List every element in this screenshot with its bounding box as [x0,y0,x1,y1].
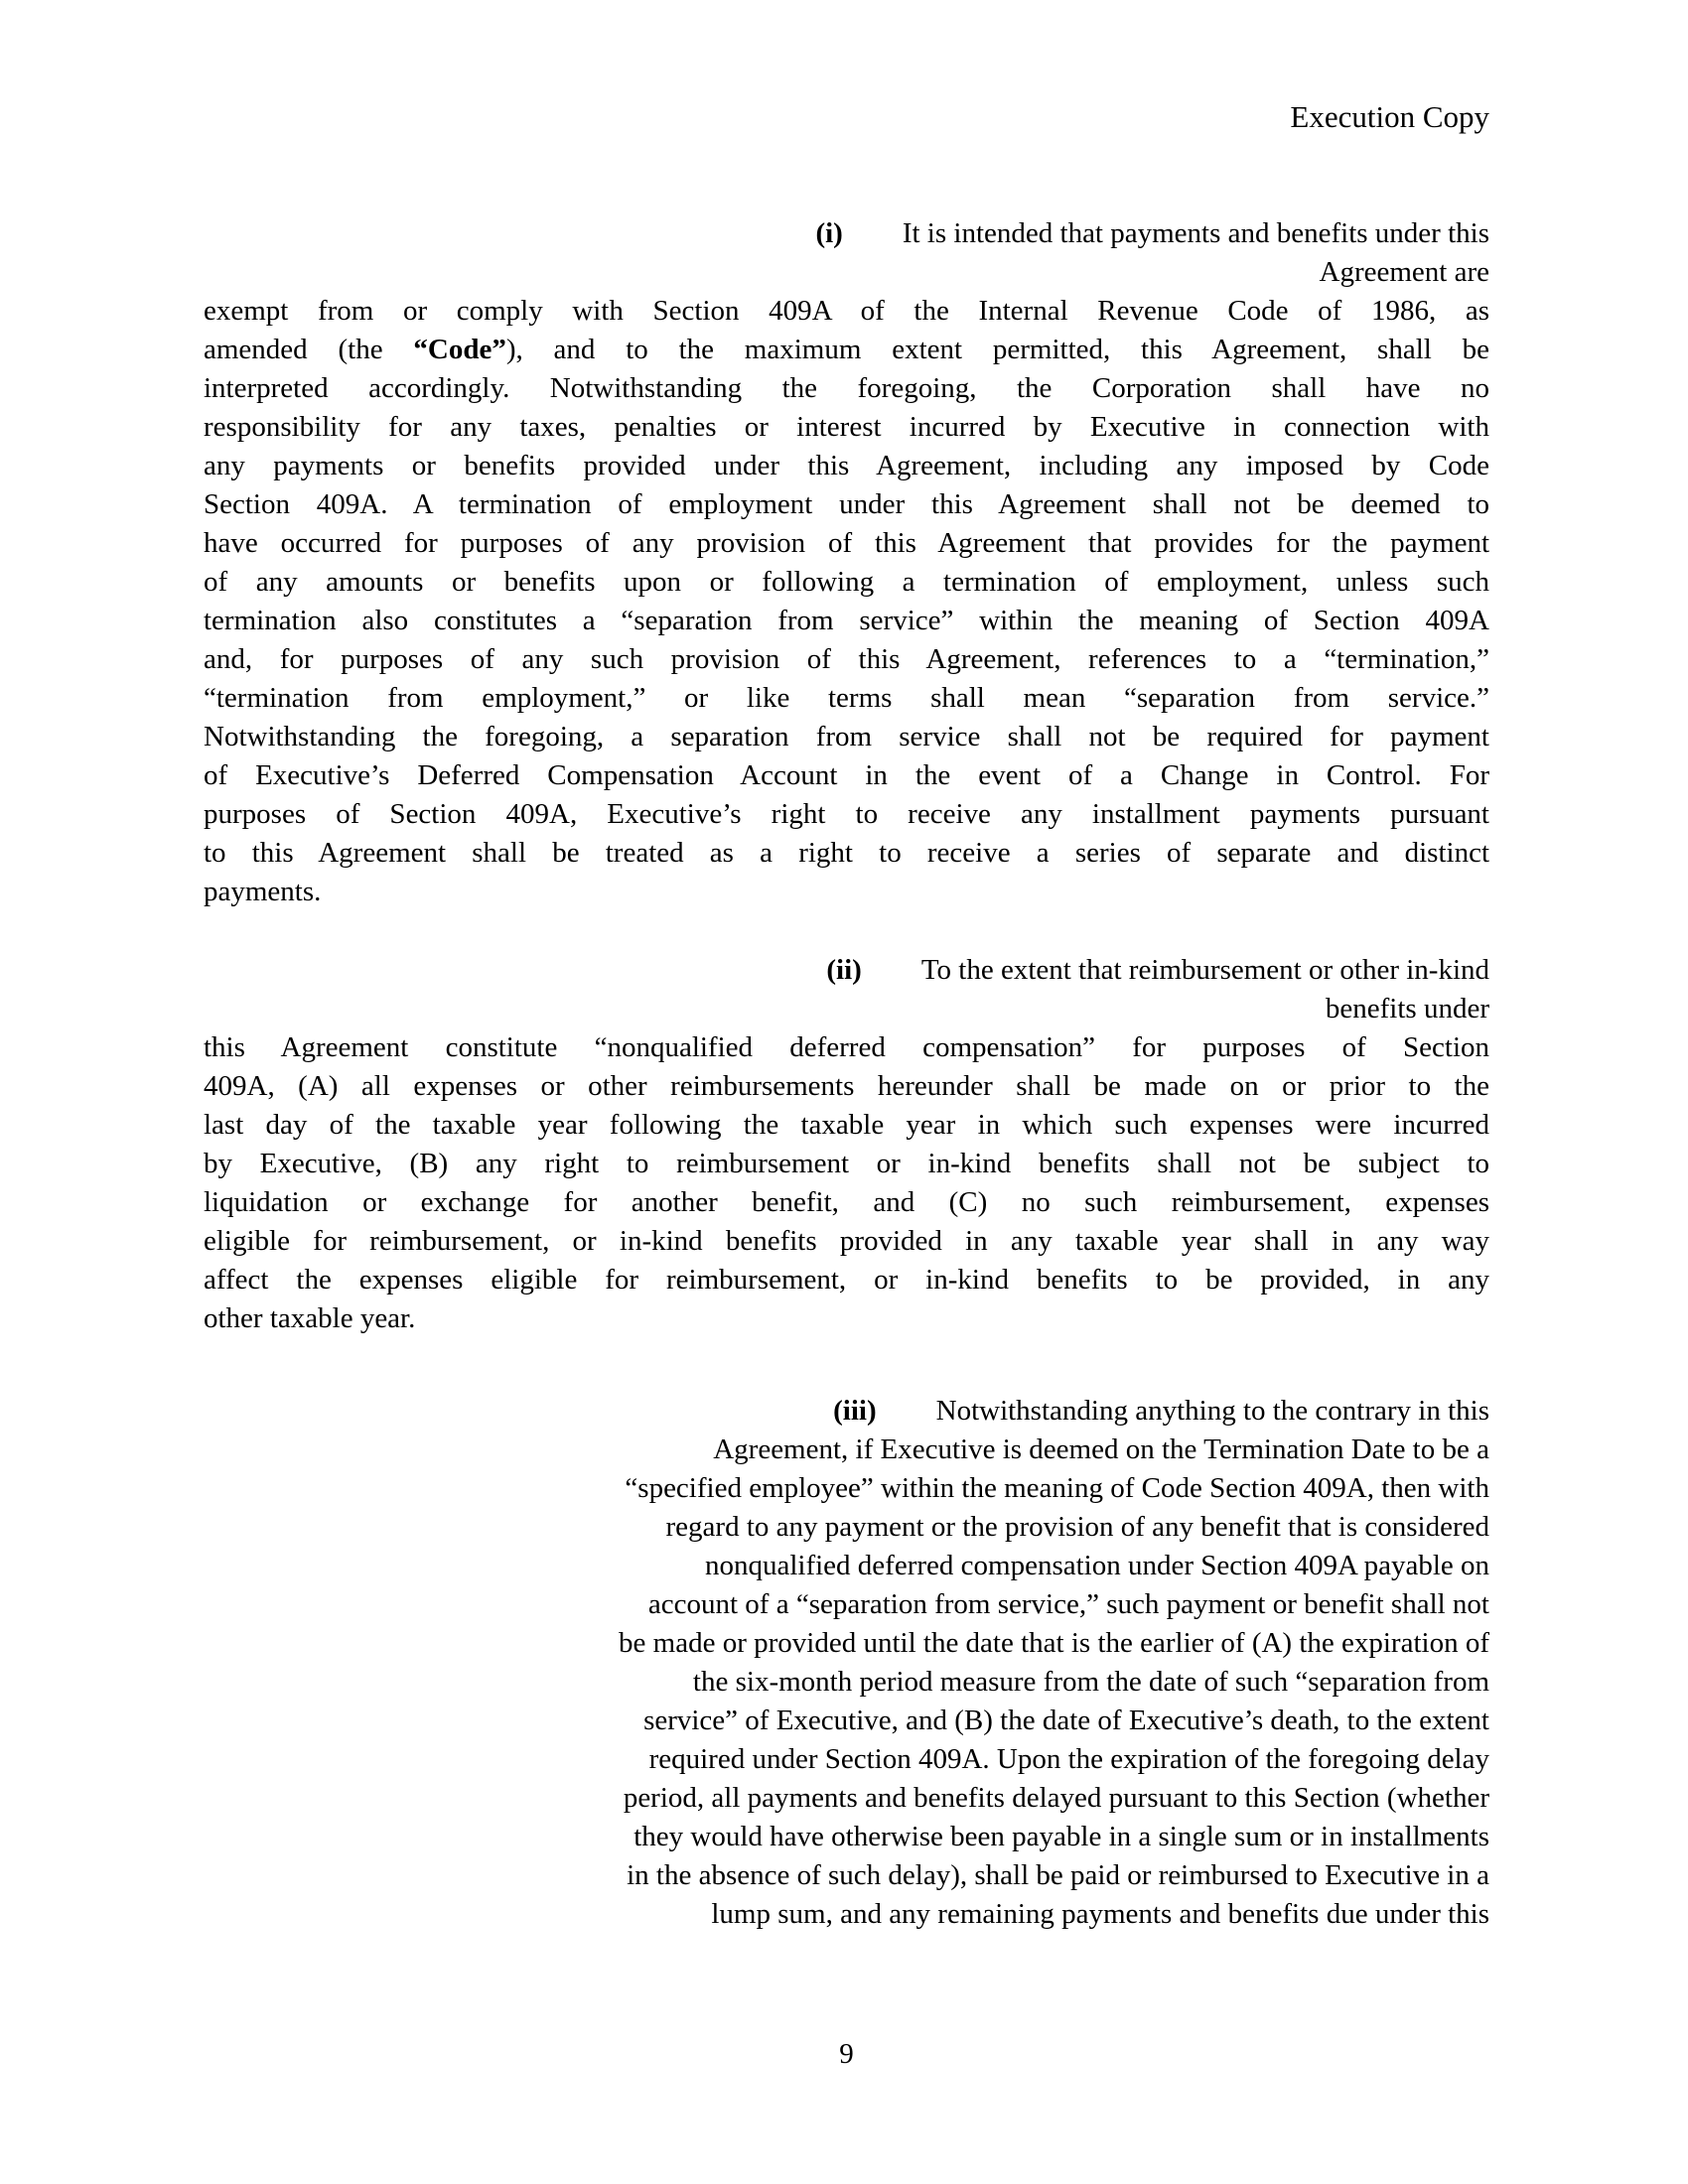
paragraph-first-line: (i) It is intended that payments and benefits under this [815,217,1489,249]
paragraph-i [204,214,1489,911]
paragraph-label: (iii) [833,1395,877,1427]
text-line: Section 409A. A termination of employment under this Agreement shall not be deemed to [204,488,1489,520]
text-line: termination also constitutes a “separation from service” within the meaning of Section 409A [204,605,1489,636]
document-body [204,214,1489,1934]
text-line: of Executive’s Deferred Compensation Account in the event of a Change in Control. For [204,759,1489,791]
text-line: and, for purposes of any such provision of this Agreement, references to a “termination,” [204,643,1489,675]
text-line: purposes of Section 409A, Executive’s right to receive any installment payments pursuant [204,798,1489,830]
text-line: account of a “separation from service,” such payment or benefit shall not [647,1588,1489,1620]
paragraph-ii [204,951,1489,1338]
text-line: liquidation or exchange for another benefit, and (C) no such reimbursement, expenses [204,1186,1489,1218]
header-execution-copy: Execution Copy [1290,99,1489,134]
paragraph-first-line: (ii) To the extent that reimbursement or other in-kind [826,954,1489,986]
text-line: the six-month period measure from the date of such “separation from [692,1666,1489,1698]
text-line: nonqualified deferred compensation under Section 409A payable on [704,1550,1489,1581]
text-line: 409A, (A) all expenses or other reimbursements hereunder shall be made on or prior to the [204,1070,1489,1102]
text-line: by Executive, (B) any right to reimbursement or in-kind benefits shall not be subject to [204,1148,1489,1179]
text-line: period, all payments and benefits delayed pursuant to this Section (whether [623,1782,1489,1814]
text-line: amended (the “Code”), and to the maximum extent permitted, this Agreement, shall be [204,334,1489,365]
text-line: regard to any payment or the provision of any benefit that is considered [665,1511,1489,1543]
text-line: this Agreement constitute “nonqualified deferred compensation” for purposes of Section [204,1031,1489,1063]
text-line: “termination from employment,” or like terms shall mean “separation from service.” [204,682,1489,714]
paragraph-carry-line: benefits under [1325,993,1489,1024]
text-line: in the absence of such delay), shall be paid or reimbursed to Executive in a [627,1859,1489,1891]
paragraph-label: (i) [815,217,843,249]
paragraph-last-line: other taxable year. [204,1302,416,1334]
paragraph-label: (ii) [826,954,862,986]
text-line: be made or provided until the date that is the earlier of (A) the expiration of [619,1627,1489,1659]
text-line: “specified employee” within the meaning of Code Section 409A, then with [625,1472,1489,1504]
text-line: exempt from or comply with Section 409A of the Internal Revenue Code of 1986, as [204,295,1489,327]
paragraph-iii [204,1392,1489,1934]
text-line: service” of Executive, and (B) the date of Executive’s death, to the extent [643,1705,1489,1736]
text-line: affect the expenses eligible for reimbursement, or in-kind benefits to be provided, in any [204,1264,1489,1296]
paragraph-last-line: payments. [204,876,322,907]
text-line: of any amounts or benefits upon or following a termination of employment, unless such [204,566,1489,598]
page-number: 9 [839,2038,854,2070]
paragraph-carry-line: Agreement are [1319,256,1489,288]
text-line: Notwithstanding the foregoing, a separation from service shall not be required for payment [204,721,1489,752]
text-line: lump sum, and any remaining payments and benefits due under this [711,1898,1489,1930]
text-line: Agreement, if Executive is deemed on the Termination Date to be a [713,1433,1489,1465]
text-line: interpreted accordingly. Notwithstanding the foregoing, the Corporation shall have no [204,372,1489,404]
paragraph-first-line: (iii) Notwithstanding anything to the contrary in this [833,1395,1489,1427]
text-line: any payments or benefits provided under this Agreement, including any imposed by Code [204,450,1489,481]
text-line: have occurred for purposes of any provision of this Agreement that provides for the payment [204,527,1489,559]
text-line: they would have otherwise been payable in a single sum or in installments [633,1821,1489,1852]
text-line: responsibility for any taxes, penalties or interest incurred by Executive in connection with [204,411,1489,443]
text-line: last day of the taxable year following the taxable year in which such expenses were incurred [204,1109,1489,1141]
text-line: eligible for reimbursement, or in-kind benefits provided in any taxable year shall in any way [204,1225,1489,1257]
text-line: required under Section 409A. Upon the expiration of the foregoing delay [648,1743,1489,1775]
text-line: to this Agreement shall be treated as a right to receive a series of separate and distinct [204,837,1489,869]
